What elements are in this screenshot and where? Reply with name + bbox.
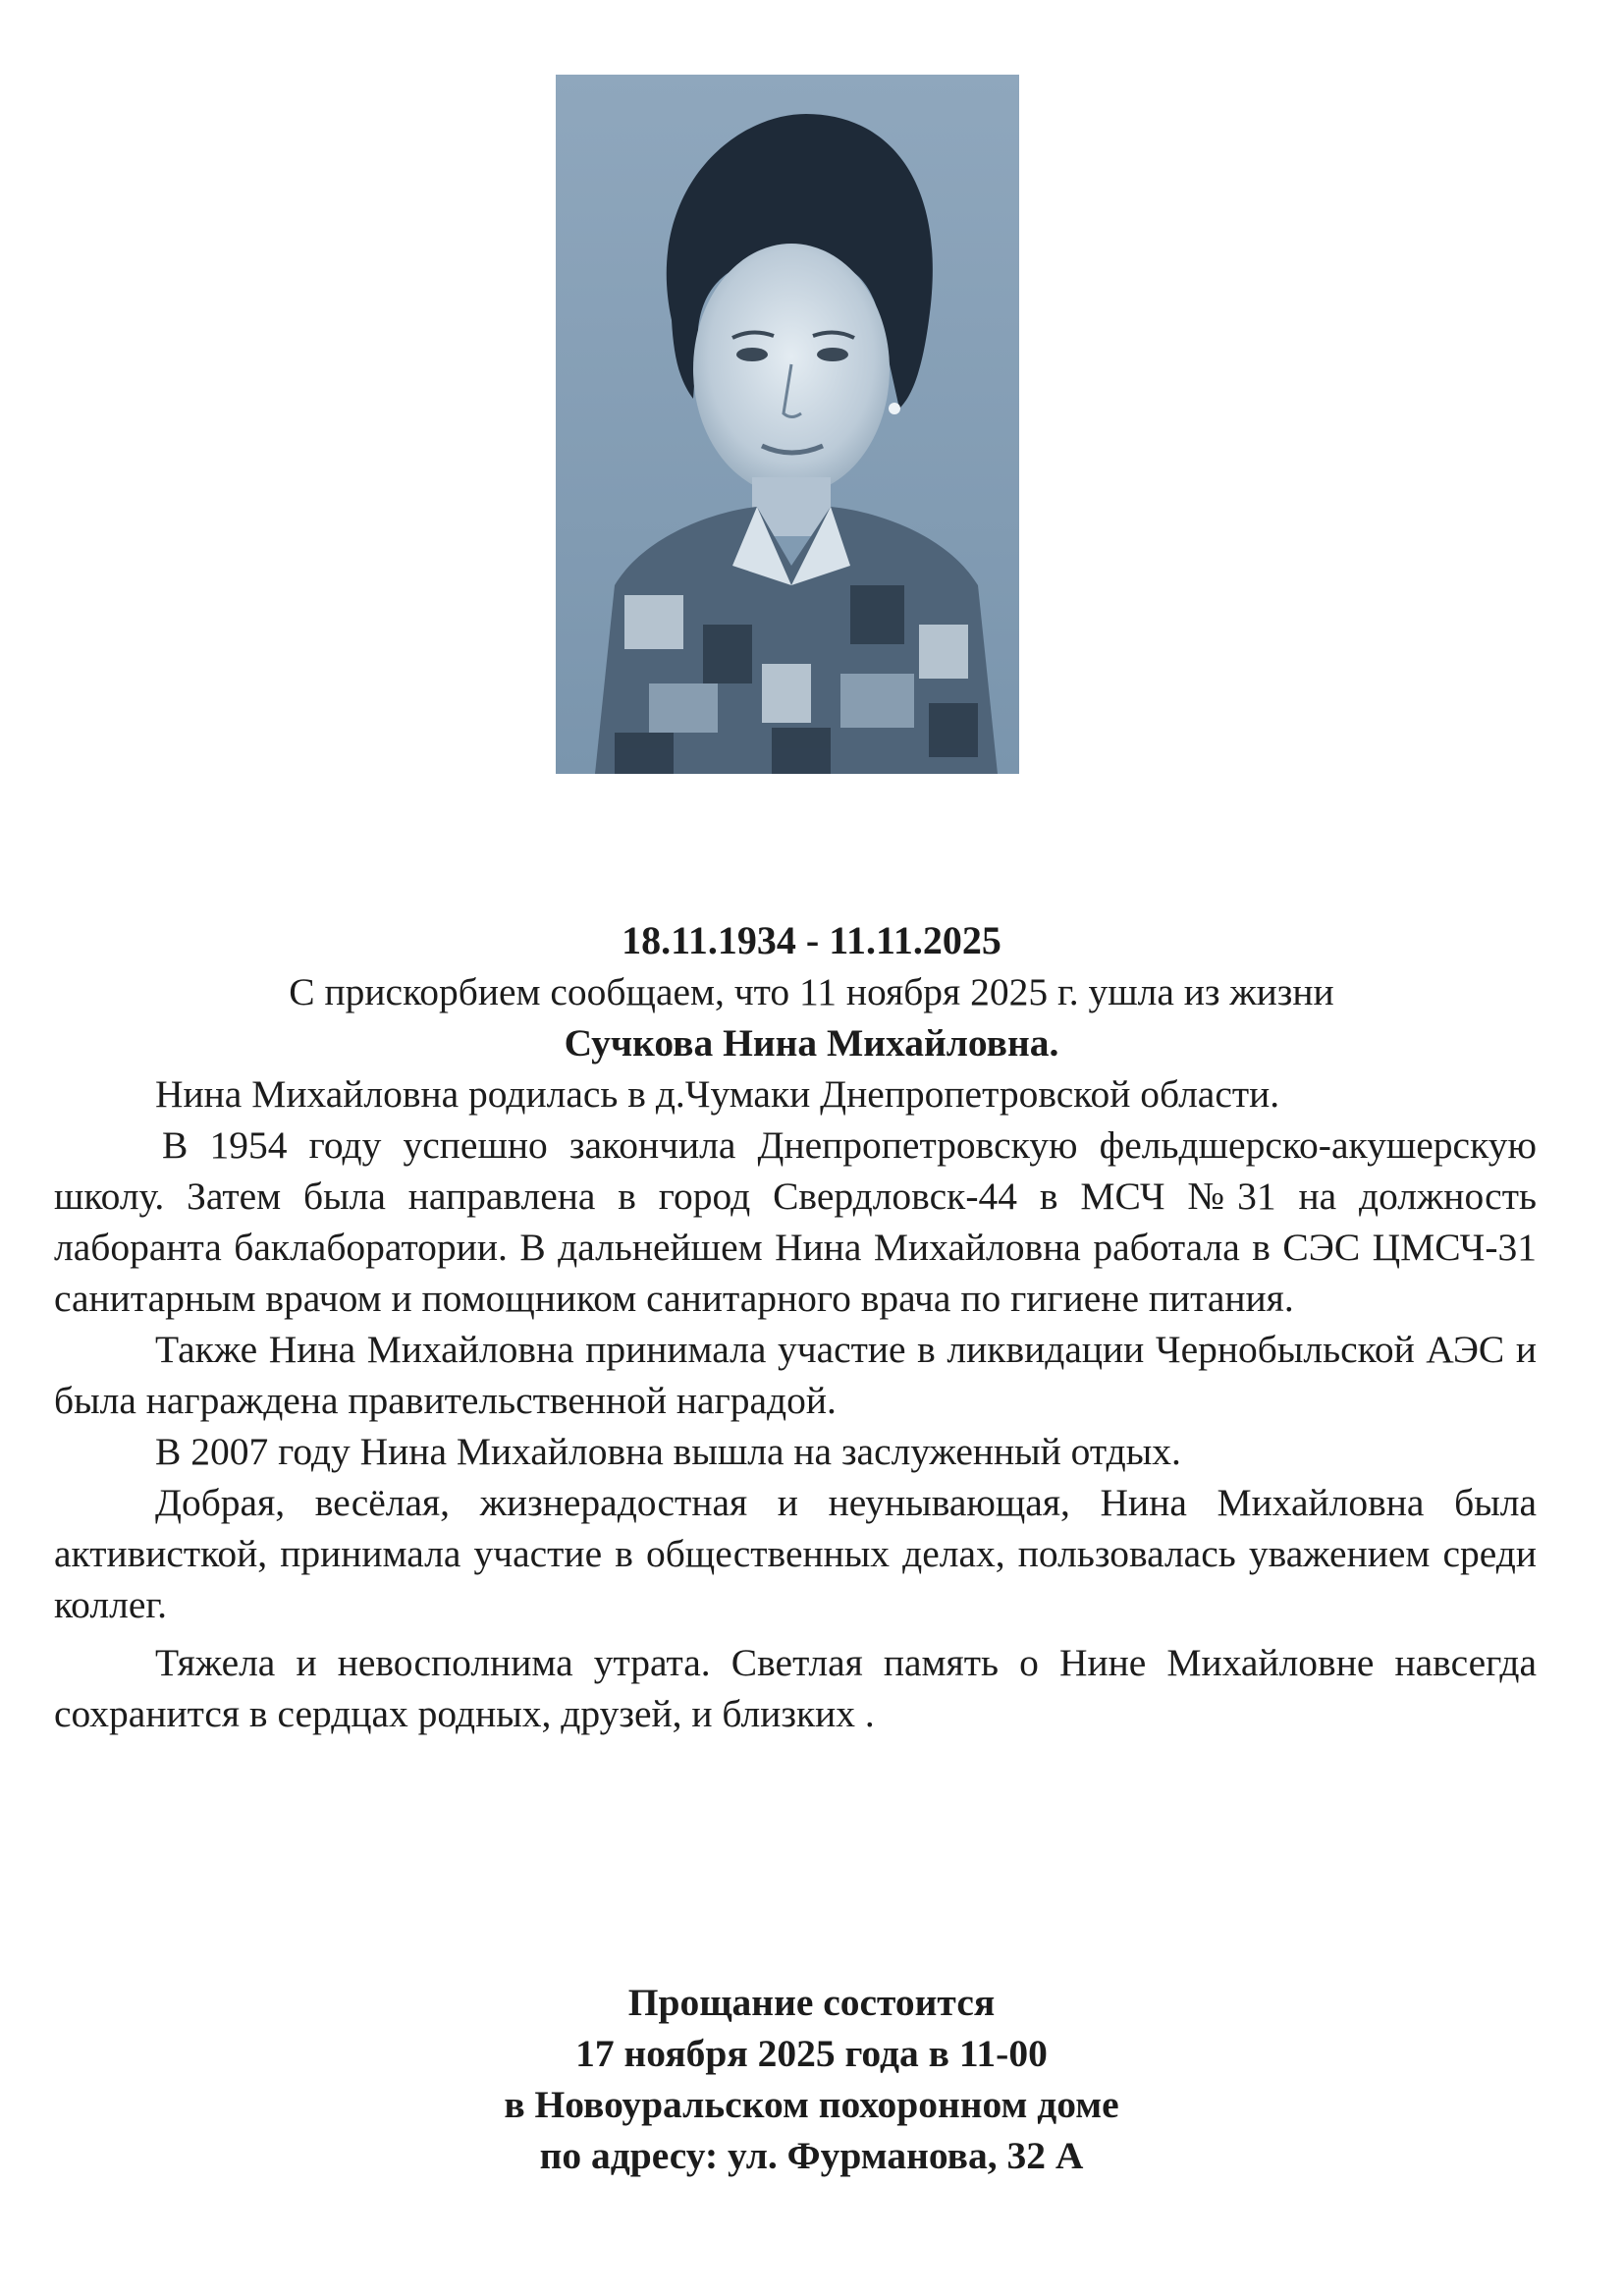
deceased-name: Сучкова Нина Михайловна. [564, 1021, 1059, 1065]
bio-paragraph-birth: Нина Михайловна родилась в д.Чумаки Днепропетровской области. [155, 1072, 1280, 1116]
bio-paragraph-retirement: В 2007 году Нина Михайловна вышла на заслуженный отдых. [155, 1430, 1181, 1473]
bio-paragraph-career: В 1954 году успешно закончила Днепропетровскую фельдшерско-акушерскую школу. Затем была направлена в город Свердловск-44 в МСЧ №31 на должность лаборанта баклаборатории. В дальнейшем Нина Михайловна работала в СЭС ЦМСЧ-31 санитарным врачом и помощником санитарного врача по гигиене питания. [54, 1123, 1537, 1320]
portrait-photo-icon [556, 75, 1019, 774]
obituary-text [0, 915, 1623, 1739]
bio-paragraph-character: Добрая, весёлая, жизнерадостная и неунывающая, Нина Михайловна была активисткой, принимала участие в общественных делах, пользовалась уважением среди коллег. [54, 1481, 1537, 1626]
funeral-info [0, 1977, 1623, 2181]
funeral-address: по адресу: ул. Фурманова, 32 А [539, 2134, 1084, 2177]
intro-line: С прискорбием сообщаем, что 11 ноября 2025 г. ушла из жизни [289, 970, 1334, 1013]
life-dates: 18.11.1934 - 11.11.2025 [622, 918, 1001, 962]
funeral-venue: в Новоуральском похоронном доме [504, 2083, 1119, 2126]
funeral-heading: Прощание состоится [627, 1981, 996, 2024]
portrait-photo [556, 75, 1019, 774]
bio-paragraph-memory: Тяжела и невосполнима утрата. Светлая память о Нине Михайловне навсегда сохранится в сердцах родных, друзей, и близких . [54, 1641, 1537, 1735]
bio-paragraph-chernobyl: Также Нина Михайловна принимала участие в ликвидации Чернобыльской АЭС и была награждена правительственной наградой. [54, 1328, 1537, 1422]
funeral-date-time: 17 ноября 2025 года в 11-00 [575, 2032, 1048, 2075]
